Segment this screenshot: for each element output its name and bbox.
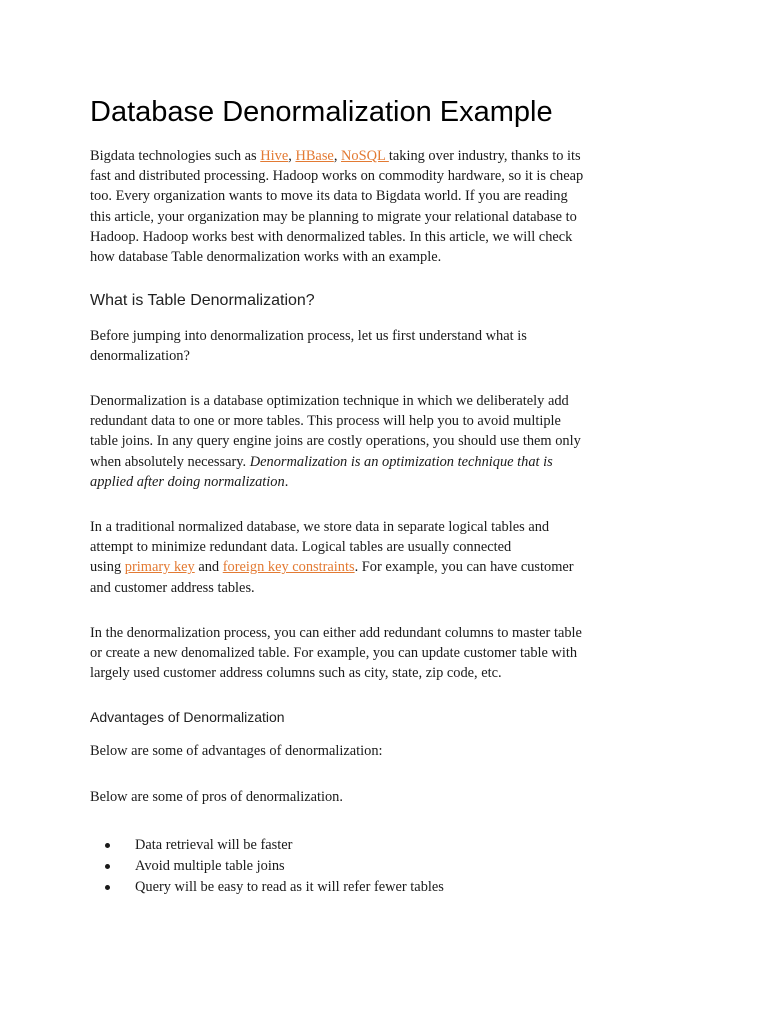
intro-text: taking over industry, thanks to its bbox=[388, 148, 581, 164]
definition-emphasis: applied after doing normalization bbox=[90, 473, 285, 490]
traditional-paragraph bbox=[90, 517, 690, 598]
intro-line-2: fast and distributed processing. Hadoop works on commodity hardware, so it is cheap bbox=[90, 168, 584, 185]
hbase-link[interactable]: HBase bbox=[295, 148, 334, 164]
process-paragraph bbox=[90, 623, 690, 684]
definition-line-2: redundant data to one or more tables. This process will help you to avoid multiple bbox=[90, 413, 561, 430]
traditional-text: and bbox=[194, 559, 223, 576]
list-item bbox=[90, 835, 444, 856]
intro-paragraph bbox=[90, 146, 690, 267]
intro-separator: , bbox=[288, 148, 296, 164]
intro-line-1 bbox=[90, 146, 690, 166]
intro-line-6: how database Table denormalization works with an example. bbox=[90, 249, 442, 266]
process-line-1: In the denormalization process, you can either add redundant columns to master table bbox=[90, 625, 582, 641]
definition-emphasis: Denormalization is an optimization technique that is bbox=[249, 453, 553, 470]
pros-list bbox=[90, 835, 444, 898]
process-line-3: largely used customer address columns such as city, state, zip code, etc. bbox=[90, 665, 502, 682]
definition-line-1: Denormalization is a database optimization technique in which we deliberately add bbox=[90, 393, 569, 409]
before-jumping-line-1: Before jumping into denormalization process, let us first understand what is bbox=[90, 328, 527, 344]
intro-separator: , bbox=[333, 148, 342, 164]
intro-text: Bigdata technologies such as bbox=[90, 148, 261, 164]
section-heading-advantages: Advantages of Denormalization bbox=[90, 709, 285, 725]
traditional-line-2: attempt to minimize redundant data. Logical tables are usually connected bbox=[90, 539, 512, 556]
definition-text: when absolutely necessary. bbox=[90, 453, 250, 470]
nosql-link[interactable]: NoSQL bbox=[341, 148, 389, 164]
definition-line-3: table joins. In any query engine joins are costly operations, you should use them only bbox=[90, 433, 581, 450]
traditional-line-1: In a traditional normalized database, we store data in separate logical tables and bbox=[90, 519, 550, 535]
list-item-text: Data retrieval will be faster bbox=[135, 837, 293, 853]
advantages-intro-line: Below are some of advantages of denormalization: bbox=[90, 743, 383, 759]
definition-line-4 bbox=[90, 452, 690, 472]
traditional-line-4: and customer address tables. bbox=[90, 579, 255, 596]
traditional-line-3 bbox=[90, 557, 690, 577]
definition-line-5 bbox=[90, 472, 690, 492]
intro-line-4: this article, your organization may be planning to migrate your relational database to bbox=[90, 208, 577, 225]
before-jumping-line-2: denormalization? bbox=[90, 348, 190, 365]
list-item bbox=[90, 856, 444, 877]
traditional-text: using bbox=[90, 559, 125, 576]
intro-line-3: too. Every organization wants to move its data to Bigdata world. If you are reading bbox=[90, 188, 568, 205]
bullet-icon bbox=[105, 843, 110, 848]
advantages-intro bbox=[90, 741, 690, 761]
bullet-icon bbox=[105, 885, 110, 890]
before-jumping-paragraph bbox=[90, 326, 690, 366]
intro-line-5: Hadoop. Hadoop works best with denormalized tables. In this article, we will check bbox=[90, 228, 573, 245]
definition-text: . bbox=[284, 473, 289, 490]
list-item-text: Avoid multiple table joins bbox=[135, 858, 285, 874]
definition-paragraph bbox=[90, 391, 690, 492]
traditional-text: . For example, you can have customer bbox=[354, 559, 574, 576]
list-item-text: Query will be easy to read as it will refer fewer tables bbox=[135, 879, 444, 895]
bullet-icon bbox=[105, 864, 110, 869]
page-title: Database Denormalization Example bbox=[90, 96, 553, 128]
primary-key-link[interactable]: primary key bbox=[124, 559, 195, 576]
foreign-key-constraints-link[interactable]: foreign key constraints bbox=[222, 559, 355, 576]
section-heading-what-is: What is Table Denormalization? bbox=[90, 292, 315, 309]
pros-intro-line: Below are some of pros of denormalization. bbox=[90, 789, 343, 805]
pros-intro bbox=[90, 787, 690, 807]
process-line-2: or create a new denomalized table. For example, you can update customer table with bbox=[90, 645, 578, 662]
hive-link[interactable]: Hive bbox=[260, 148, 289, 164]
list-item bbox=[90, 877, 444, 898]
